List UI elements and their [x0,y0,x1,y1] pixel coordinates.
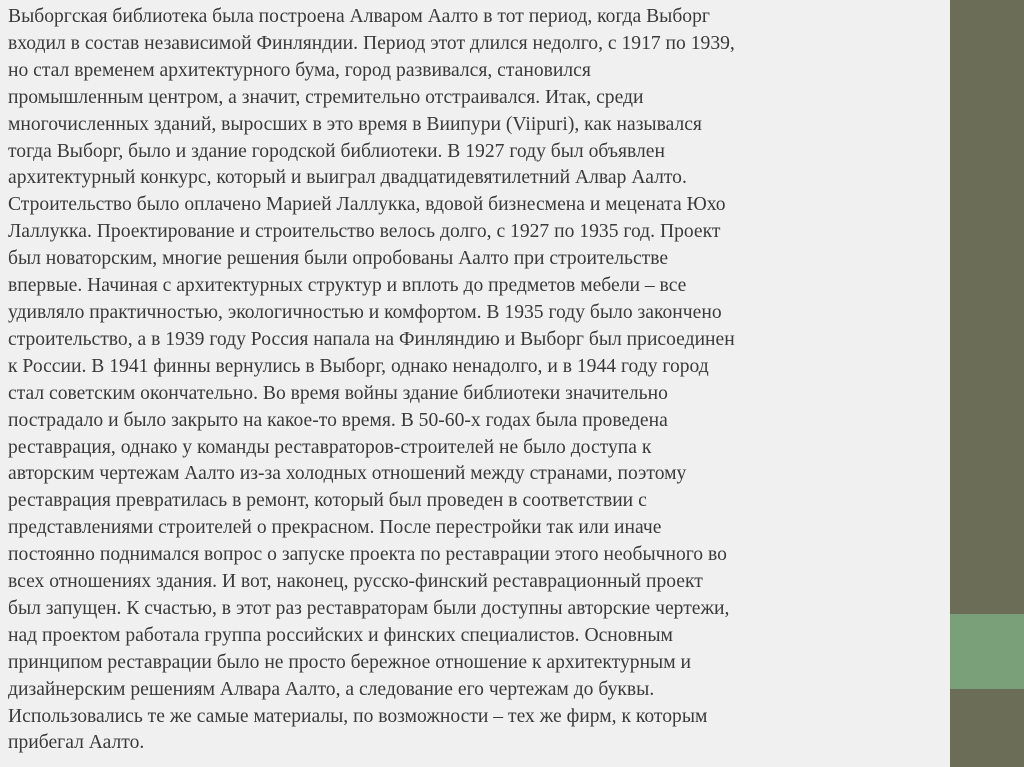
text-line-9: Лаллукка. Проектирование и строительство велось долго, с 1927 по 1935 год. Проект [8,221,721,243]
text-line-8: Строительство было оплачено Марией Лаллукка, вдовой бизнесмена и мецената Юхо [8,194,726,216]
text-line-2: входил в состав независимой Финляндии. Период этот длился недолго, с 1917 по 1939, [8,32,735,54]
text-line-17: реставрация, однако у команды реставраторов-строителей не было доступа к [8,436,652,458]
text-line-4: промышленным центром, а значит, стремительно отстраивался. Итак, среди [8,86,644,108]
text-line-16: пострадало и было закрыто на какое-то время. В 50-60-х годах была проведена [8,409,668,431]
text-line-3: но стал временем архитектурного бума, город развивался, становился [8,59,591,81]
text-line-18: авторским чертежам Аалто из-за холодных отношений между странами, поэтому [8,463,687,485]
slide-body-text [8,4,943,757]
text-line-21: постоянно поднимался вопрос о запуске проекта по реставрации этого необычного во [8,544,727,566]
text-line-26: дизайнерским решениям Алвара Аалто, а следование его чертежам до буквы. [8,678,655,700]
text-line-13: строительство, а в 1939 году Россия напала на Финляндию и Выборг был присоединен [8,328,735,350]
text-line-1: Выборгская библиотека была построена Алваром Аалто в тот период, когда Выборг [8,6,710,27]
text-line-20: представлениями строителей о прекрасном. После перестройки так или иначе [8,517,662,539]
text-line-25: принципом реставрации было не просто бережное отношение к архитектурным и [8,651,691,673]
text-line-12: удивляло практичностью, экологичностью и комфортом. В 1935 году было закончено [8,301,722,323]
decorative-sidebar-accent [950,614,1024,689]
text-line-5: многочисленных зданий, выросших в это время в Виипури (Viipuri), как назывался [8,113,702,135]
text-line-19: реставрация превратилась в ремонт, который был проведен в соответствии с [8,490,647,512]
text-line-28: прибегал Аалто. [8,732,145,754]
text-line-11: впервые. Начиная с архитектурных структур и вплоть до предметов мебели – все [8,275,687,297]
text-line-14: к России. В 1941 финны вернулись в Выборг, однако ненадолго, и в 1944 году город [8,355,709,377]
text-line-22: всех отношениях здания. И вот, наконец, русско-финский реставрационный проект [8,571,703,593]
text-line-24: над проектом работала группа российских и финских специалистов. Основным [8,624,673,646]
text-line-15: стал советским окончательно. Во время войны здание библиотеки значительно [8,382,668,404]
text-line-7: архитектурный конкурс, который и выиграл двадцатидевятилетний Алвар Аалто. [8,167,687,189]
text-line-27: Использовались те же самые материалы, по возможности – тех же фирм, к которым [8,705,708,727]
text-line-23: был запущен. К счастью, в этот раз реставраторам были доступны авторские чертежи, [8,597,730,619]
text-line-6: тогда Выборг, было и здание городской библиотеки. В 1927 году был объявлен [8,140,665,162]
text-line-10: был новаторским, многие решения были опробованы Аалто при строительстве [8,248,669,270]
